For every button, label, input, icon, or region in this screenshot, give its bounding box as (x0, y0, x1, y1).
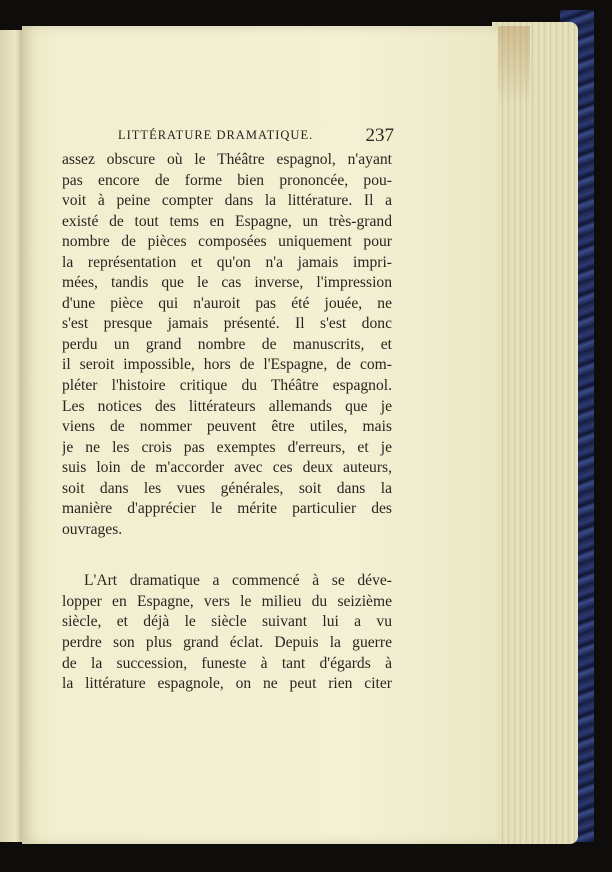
text-line: suis loin de m'accorder avec ces deux auteurs, (62, 459, 392, 477)
body-text (62, 150, 392, 695)
text-line: manière d'apprécier le mérite particulier des (62, 500, 392, 518)
book-page (22, 26, 498, 844)
paragraph-2 (62, 571, 392, 694)
page-number: 237 (365, 125, 394, 146)
text-line: perdu un grand nombre de manuscrits, et (62, 335, 392, 353)
text-line: assez obscure où le Théâtre espagnol, n'ayant (62, 151, 392, 168)
text-line: nombre de pièces composées uniquement pour (62, 233, 392, 251)
text-line: je ne les crois pas exemptes d'erreurs, et je (62, 438, 392, 456)
paragraph-1 (62, 150, 392, 540)
text-line: viens de nommer peuvent être utiles, mais (62, 418, 392, 436)
text-line: L'Art dramatique a commencé à se déve- (84, 572, 392, 590)
paragraph-gap (62, 540, 392, 571)
text-line: pas encore de forme bien prononcée, pou- (62, 171, 392, 189)
text-line: d'une pièce qui n'auroit pas été jouée, ne (62, 294, 392, 312)
text-line: il seroit impossible, hors de l'Espagne, de com- (62, 356, 392, 374)
facing-page-edge (0, 30, 22, 842)
text-line: mées, tandis que le cas inverse, l'impression (62, 274, 392, 292)
text-line: lopper en Espagne, vers le milieu du seizième (62, 592, 392, 610)
text-line: voit à peine compter dans la littérature. Il a (62, 192, 392, 210)
text-line: perdre son plus grand éclat. Depuis la guerre (62, 634, 392, 652)
text-line: de la succession, funeste à tant d'égards à (62, 654, 392, 672)
page-stack-edge (492, 22, 578, 844)
page-stain (496, 26, 530, 106)
text-line: pléter l'histoire critique du Théâtre espagnol. (62, 377, 392, 395)
text-line: Les notices des littérateurs allemands que je (62, 397, 392, 415)
text-line: s'est presque jamais présenté. Il s'est donc (62, 315, 392, 333)
text-line: existé de tout tems en Espagne, un très-grand (62, 212, 392, 230)
text-line: siècle, et déjà le siècle suivant lui a vu (62, 613, 392, 631)
text-line: la littérature espagnole, on ne peut rien citer (62, 675, 392, 693)
text-line: ouvrages. (62, 520, 123, 538)
text-line: la représentation et qu'on n'a jamais impri- (62, 253, 392, 271)
text-line: soit dans les vues générales, soit dans la (62, 479, 392, 497)
running-head-title: LITTÉRATURE DRAMATIQUE. (118, 128, 314, 142)
